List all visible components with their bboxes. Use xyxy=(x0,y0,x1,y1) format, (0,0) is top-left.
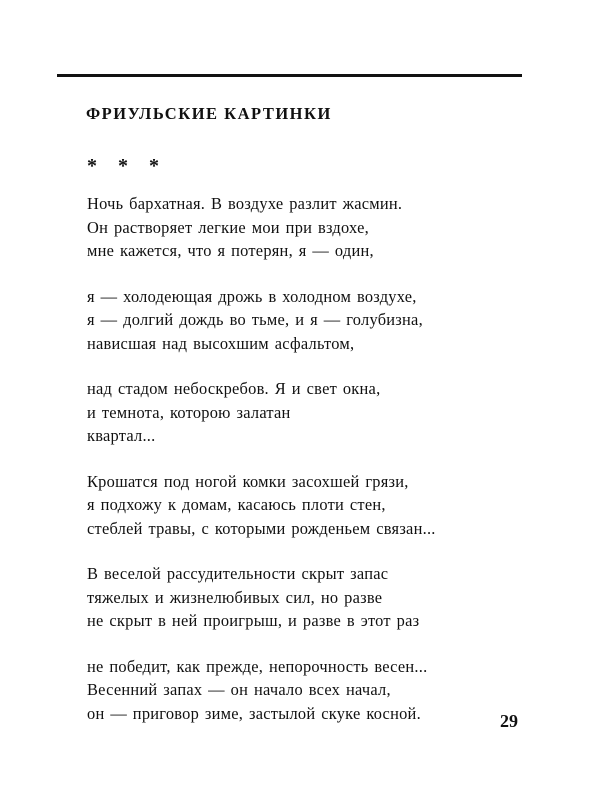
poem-line: он — приговор зиме, застылой скуке косной. xyxy=(87,703,421,723)
page-title: ФРИУЛЬСКИЕ КАРТИНКИ xyxy=(86,104,332,123)
poem-line: я — холодеющая дрожь в холодном воздухе, xyxy=(87,286,417,306)
poem-line: В веселой рассудительности скрыт запас xyxy=(87,564,389,583)
stanza xyxy=(87,562,527,633)
stanza xyxy=(87,285,527,356)
poem-line: не победит, как прежде, непорочность весен... xyxy=(87,656,428,676)
poem-line: Крошатся под ногой комки засохшей грязи, xyxy=(87,471,409,491)
poem-line: стеблей травы, с которыми рожденьем связан... xyxy=(87,518,436,538)
stanza xyxy=(87,470,527,541)
poem-line: мне кажется, что я потерян, я — один, xyxy=(87,241,374,260)
stanza xyxy=(87,655,527,726)
poem-line: квартал... xyxy=(87,426,156,445)
poem-line: не скрыт в ней проигрыш, и разве в этот раз xyxy=(87,611,420,630)
poem-line: тяжелых и жизнелюбивых сил, но разве xyxy=(87,587,383,607)
stanza xyxy=(87,377,527,448)
top-rule xyxy=(57,74,522,77)
poem-line: нависшая над высохшим асфальтом, xyxy=(87,333,355,353)
section-asterisks: * * * xyxy=(87,155,167,177)
poem-line: Он растворяет легкие мои при вздохе, xyxy=(87,217,369,237)
poem-line: и темнота, которою залатан xyxy=(87,402,291,422)
poem-line: над стадом небоскребов. Я и свет окна, xyxy=(87,379,381,398)
poem xyxy=(87,192,527,747)
poem-line: я — долгий дождь во тьме, и я — голубизна, xyxy=(87,310,423,329)
poem-line: Ночь бархатная. В воздухе разлит жасмин. xyxy=(87,194,403,213)
stanza xyxy=(87,192,527,263)
poem-line: я подхожу к домам, касаюсь плоти стен, xyxy=(87,495,386,514)
page-number: 29 xyxy=(500,711,518,731)
poem-line: Весенний запах — он начало всех начал, xyxy=(87,680,391,699)
